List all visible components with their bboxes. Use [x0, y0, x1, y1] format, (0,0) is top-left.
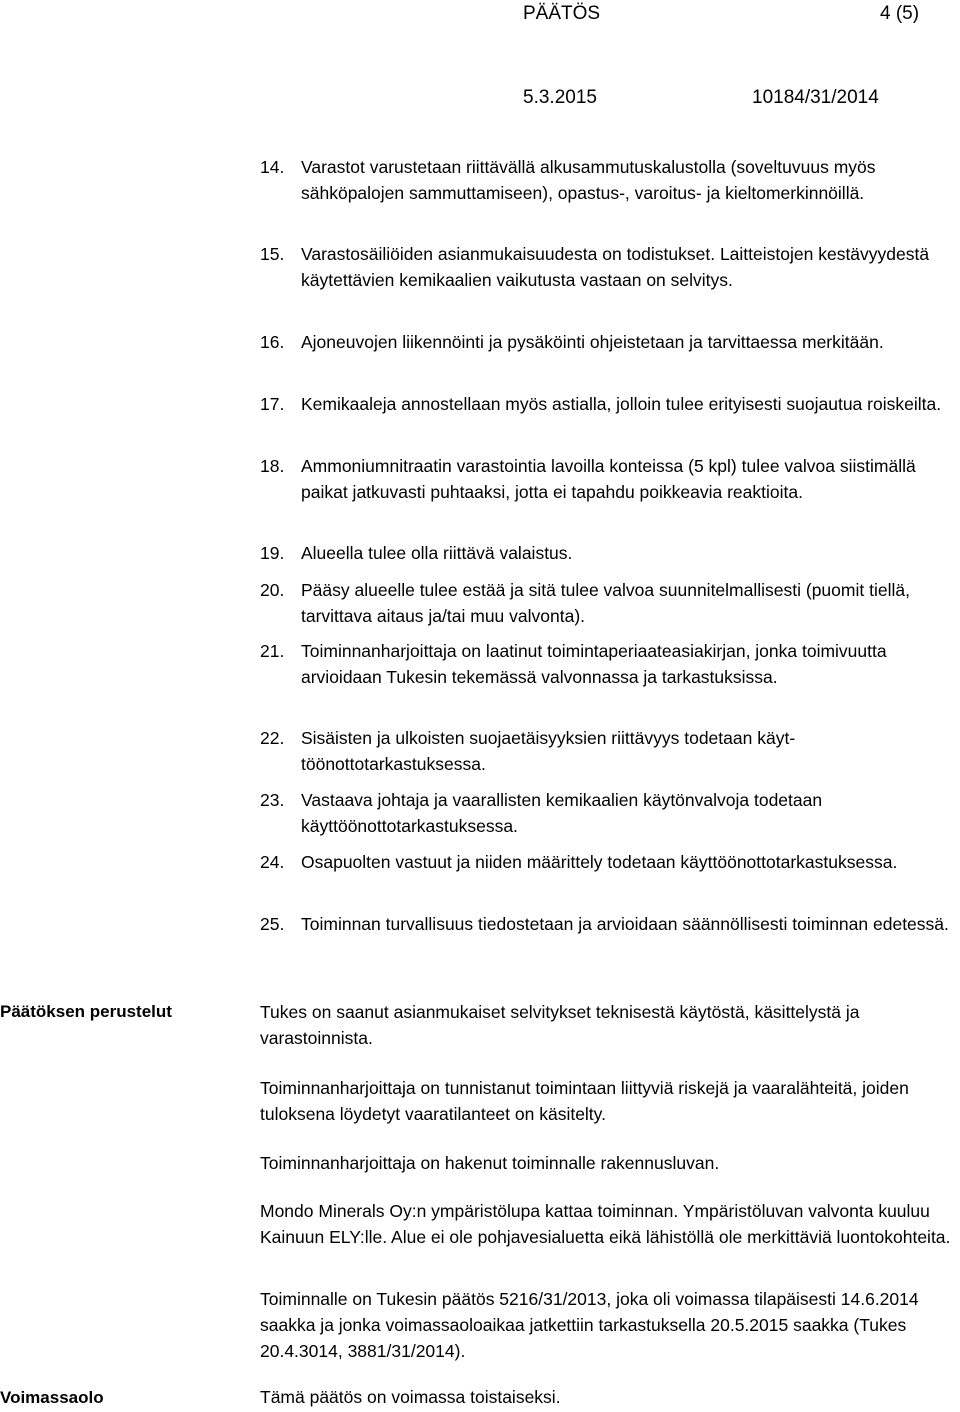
- list-item: [260, 849, 960, 875]
- list-item-text: Pääsy alueelle tulee estää ja sitä tulee valvoa suunnitelmallisesti (puomit tiellä, tarvittava aitaus ja/tai muu valvonta).: [301, 580, 910, 626]
- list-item-number: 22.: [260, 728, 285, 748]
- list-item-text: Ajoneuvojen liikennöinti ja pysäköinti ohjeistetaan ja tarvittaessa merkitään.: [301, 332, 884, 352]
- list-item-text: Ammoniumnitraatin varastointia lavoilla konteissa (5 kpl) tulee valvoa siistimällä paikat jatkuvasti puhtaaksi, jotta ei tapahdu poikkeavia reaktioita.: [301, 456, 916, 502]
- list-item-text: Varastosäiliöiden asianmukaisuudesta on todistukset. Laitteistojen kestävyydestä käytettävien kemikaalien vaikutusta vastaan on selvitys.: [301, 244, 930, 290]
- perustelut-paragraph: Toiminnanharjoittaja on tunnistanut toimintaan liittyviä riskejä ja vaaralähteitä, joiden tuloksena löydetyt vaaratilanteet on käsitelty.: [260, 1078, 909, 1124]
- list-item: [260, 787, 960, 839]
- list-item-number: 20.: [260, 580, 285, 600]
- list-item: [260, 329, 960, 355]
- list-item-text: Toiminnan turvallisuus tiedostetaan ja arvioidaan säännöllisesti toiminnan edetessä.: [301, 914, 949, 934]
- list-item-number: 15.: [260, 244, 285, 264]
- list-item-text: Osapuolten vastuut ja niiden määrittely todetaan käyttöönottotarkastuksessa.: [301, 852, 898, 872]
- section-heading-perustelut: Päätöksen perustelut: [0, 1002, 172, 1021]
- list-item-number: 18.: [260, 456, 285, 476]
- perustelut-paragraph: Toiminnanharjoittaja on hakenut toiminnalle rakennusluvan.: [260, 1153, 720, 1173]
- perustelut-paragraph: Mondo Minerals Oy:n ympäristölupa kattaa toiminnan. Ympäristöluvan valvonta kuuluu Kainuun ELY:lle. Alue ei ole pohjavesialuetta eikä lähistöllä ole merkittäviä luontokohteita.: [260, 1201, 951, 1247]
- voimassaolo-text: Tämä päätös on voimassa toistaiseksi.: [260, 1387, 561, 1407]
- list-item-number: 24.: [260, 852, 285, 872]
- document-date: 5.3.2015: [523, 87, 597, 108]
- section-heading-voimassaolo: Voimassaolo: [0, 1388, 104, 1407]
- list-item: [260, 453, 960, 505]
- document-number: 10184/31/2014: [752, 87, 879, 108]
- list-item: [260, 638, 960, 690]
- list-item-number: 21.: [260, 641, 285, 661]
- page-number: 4 (5): [880, 3, 920, 24]
- list-item-text: Toiminnanharjoittaja on laatinut toimintaperiaateasiakirjan, jonka toimivuutta arvioidaan Tukesin tekemässä valvonnassa ja tarkastuksissa.: [301, 641, 887, 687]
- perustelut-paragraph: Toiminnalle on Tukesin päätös 5216/31/2013, joka oli voimassa tilapäisesti 14.6.2014 saakka ja jonka voimassaoloaikaa jatkettiin tarkastuksella 20.5.2015 saakka (Tukes 20.4.3014, 3881/31/2014).: [260, 1289, 919, 1361]
- list-item-number: 17.: [260, 394, 285, 414]
- list-item: [260, 391, 960, 417]
- list-item: [260, 540, 960, 566]
- list-item: [260, 577, 960, 629]
- perustelut-paragraph: Tukes on saanut asianmukaiset selvitykset teknisestä käytöstä, käsittelystä ja varastoinnista.: [260, 1002, 860, 1048]
- list-item-number: 19.: [260, 543, 285, 563]
- list-item-text: Varastot varustetaan riittävällä alkusammutuskalustolla (soveltuvuus myös sähköpalojen sammuttamiseen), opastus-, varoitus- ja kieltomerkinnöillä.: [301, 157, 876, 203]
- list-item: [260, 911, 960, 937]
- list-item-number: 16.: [260, 332, 285, 352]
- list-item-number: 25.: [260, 914, 285, 934]
- list-item-text: Kemikaaleja annostellaan myös astialla, jolloin tulee erityisesti suojautua roiskeilta.: [301, 394, 942, 414]
- list-item-number: 14.: [260, 157, 285, 177]
- list-item: [260, 725, 960, 777]
- list-item-text: Vastaava johtaja ja vaarallisten kemikaalien käytönvalvoja todetaan käyttöönottotarkastuksessa.: [301, 790, 823, 836]
- list-item: [260, 154, 960, 206]
- list-item-text: Sisäisten ja ulkoisten suojaetäisyyksien riittävyys todetaan käyttöönottotarkastuksessa.: [301, 728, 796, 774]
- document-type: PÄÄTÖS: [523, 3, 601, 24]
- list-item: [260, 241, 960, 293]
- list-item-text: Alueella tulee olla riittävä valaistus.: [301, 543, 573, 563]
- list-item-number: 23.: [260, 790, 285, 810]
